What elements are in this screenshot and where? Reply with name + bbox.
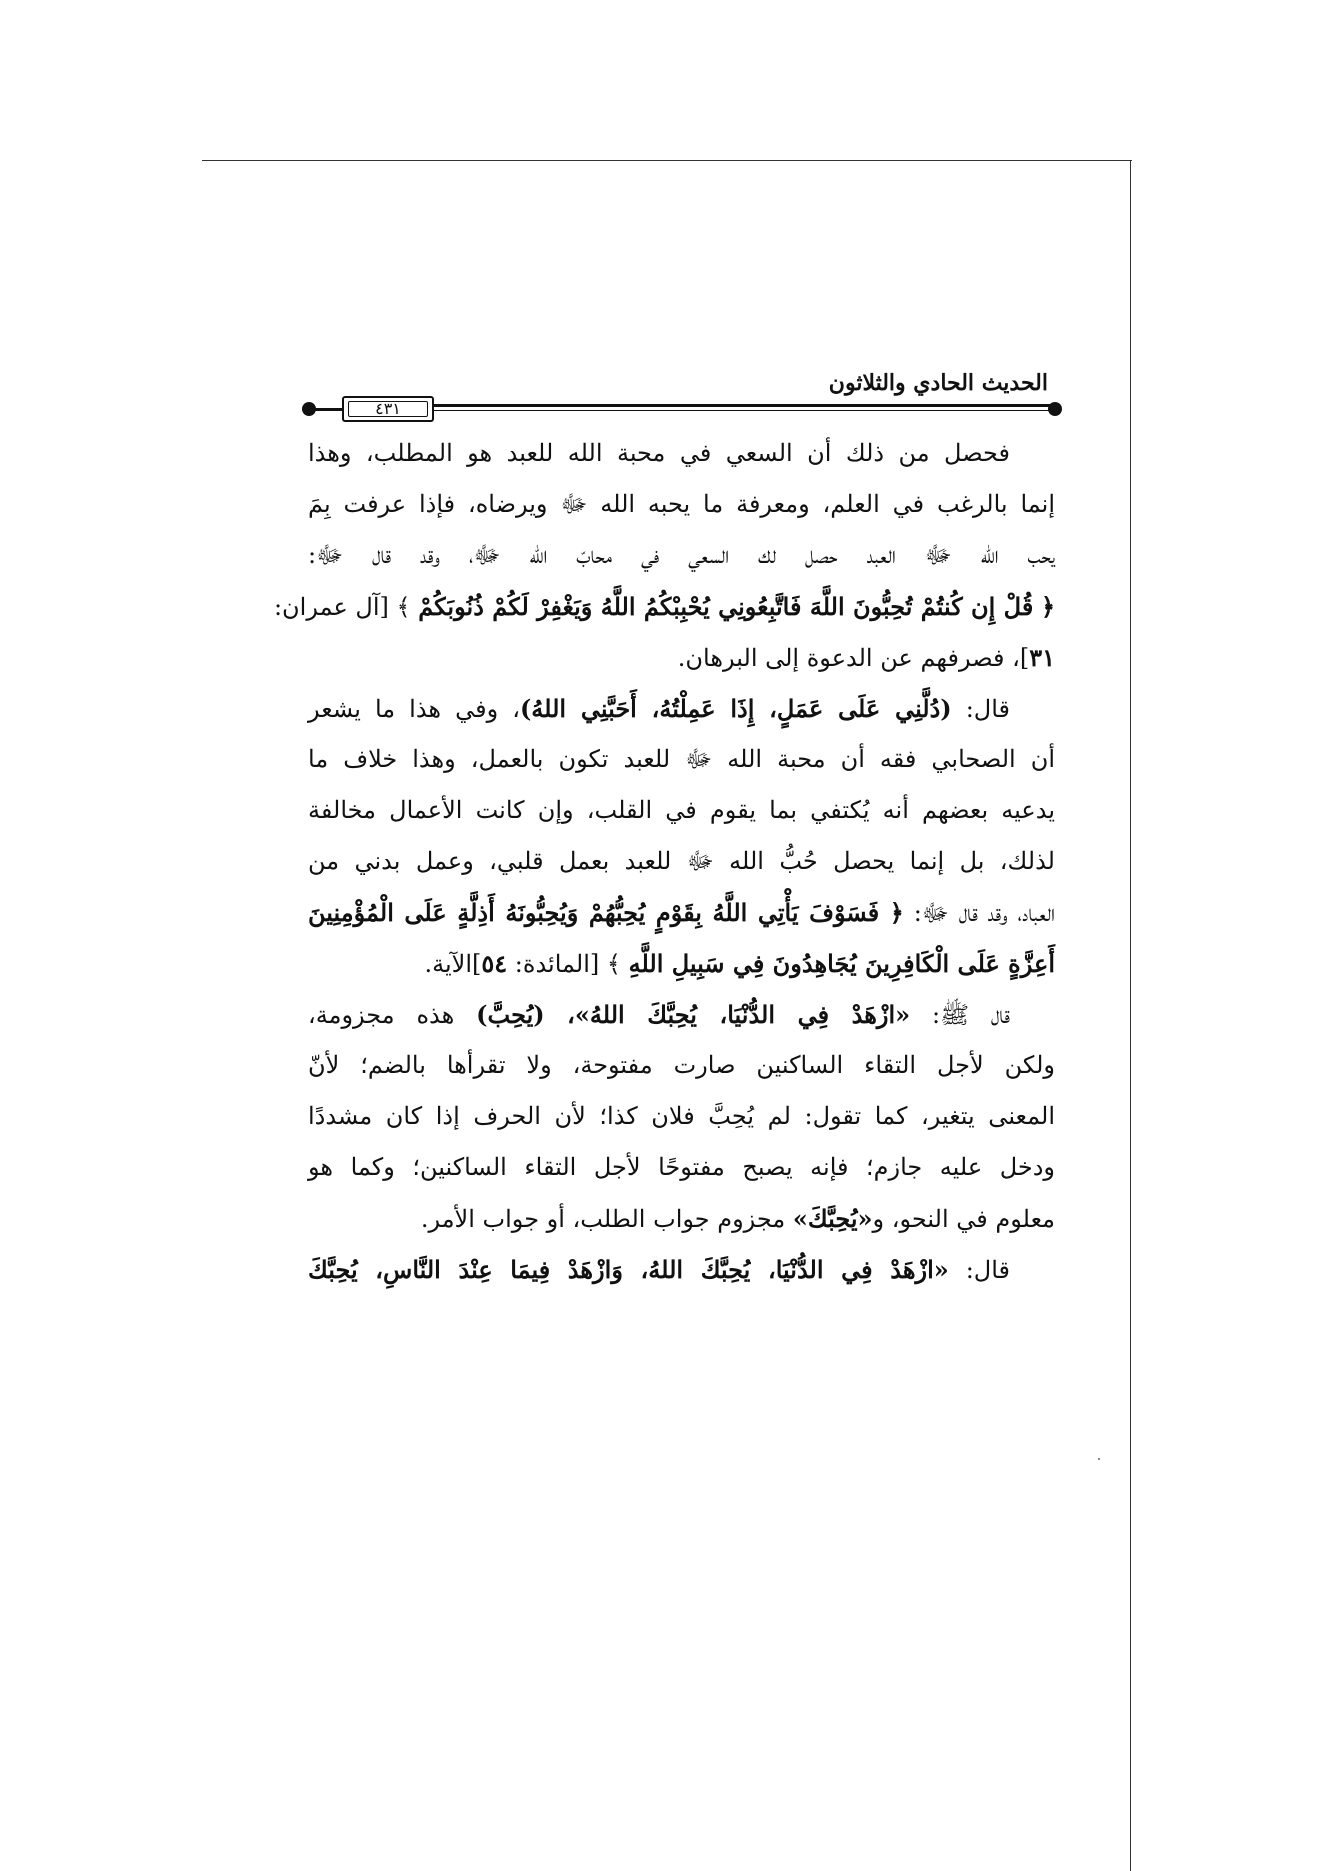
crop-mark-top (202, 160, 1132, 161)
text-segment: هذه مجزومة، (308, 1001, 477, 1029)
verse-number: ٣١ (1029, 643, 1055, 672)
text-line (308, 530, 1055, 581)
text-line (308, 479, 1055, 530)
text-line (308, 734, 1055, 785)
body-text (273, 428, 1055, 1295)
text-line (308, 1091, 1055, 1142)
page-header (302, 370, 1062, 420)
hadith-quote: (دُلَّنِي عَلَى عَمَلٍ، إِذَا عَمِلْتُهُ، أَحَبَّنِي اللهُ) (519, 694, 952, 723)
text-line (308, 428, 1055, 479)
text-line (308, 989, 1055, 1040)
stray-mark (1098, 1458, 1100, 1460)
quran-verse: أَعِزَّةٍ عَلَى الْكَافِرِينَ يُجَاهِدُونَ فِي سَبِيلِ اللَّهِ (628, 949, 1055, 978)
page-number-frame (342, 396, 434, 422)
text-line (273, 581, 1055, 632)
text-line (308, 785, 1055, 836)
text-line (308, 836, 1055, 887)
text-line (308, 1244, 1055, 1295)
text-segment: أن الصحابي فقه أن محبة الله ﷻ للعبد تكون بالعمل، وهذا خلاف ما (308, 745, 1055, 773)
crop-mark-right (1130, 160, 1131, 1871)
text-segment: مجزوم جواب الطلب، أو جواب الأمر. (420, 1205, 793, 1233)
text-segment: يدعيه بعضهم أنه يُكتفي بما يقوم في القلب، وإن كانت الأعمال مخالفة (308, 796, 1055, 824)
text-segment: ولكن لأجل التقاء الساكنين صارت مفتوحة، ولا تقرأها بالضم؛ لأنّ (308, 1051, 1055, 1079)
header-ornament-left (302, 402, 316, 416)
text-segment: قال: (948, 1256, 1011, 1284)
text-line (308, 887, 1055, 938)
text-segment: يحب الله ﷻ العبد حصل لك السعي في محابّ الله ﷻ، وقد قال ﷻ: (308, 541, 1055, 569)
quran-verse: قُلْ إِن كُنتُمْ تُحِبُّونَ اللَّهَ فَاتَّبِعُونِي يُحْبِبْكُمُ اللَّهُ وَيَغْفِرْ لَكُمْ ذُنُوبَكُمْ (418, 592, 1034, 621)
text-segment: ودخل عليه جازم؛ فإنه يصبح مفتوحًا لأجل التقاء الساكنين؛ وكما هو (308, 1153, 1055, 1181)
text-segment: إنما بالرغب في العلم، ومعرفة ما يحبه الله ﷻ ويرضاه، فإذا عرفت بِمَ (308, 490, 1055, 518)
text-segment: قال ﷺ: (910, 1001, 1011, 1029)
text-segment: معلوم في النحو، و (872, 1205, 1055, 1233)
text-segment: العباد، وقد قال ﷻ: (903, 899, 1055, 927)
text-segment: المعنى يتغير، كما تقول: لم يُحِبَّ فلان كذا؛ لأن الحرف إذا كان مشددًا (308, 1102, 1055, 1130)
header-ornament-right (1048, 402, 1062, 416)
hadith-quote: «يُحِبَّكَ» (792, 1204, 873, 1233)
text-line (308, 1040, 1055, 1091)
verse-reference: ﴾ [المائدة: (507, 950, 629, 978)
text-line (308, 683, 1055, 734)
text-segment: فحصل من ذلك أن السعي في محبة الله للعبد هو المطلب، وهذا (308, 439, 1010, 467)
text-line (308, 1142, 1055, 1193)
hadith-quote: «ازْهَدْ فِي الدُّنْيَا، يُحِبَّكَ اللهُ»، (يُحِبَّ) (476, 1000, 911, 1029)
verse-number: ٥٤ (481, 949, 508, 978)
text-segment: ]، فصرفهم عن الدعوة إلى البرهان. (677, 644, 1030, 672)
header-rule-thick (432, 404, 1054, 407)
quran-verse: ﴿ فَسَوْفَ يَأْتِي اللَّهُ بِقَوْمٍ يُحِبُّهُمْ وَيُحِبُّونَهُ أَذِلَّةٍ عَلَى الْمُؤْمِنِينَ (308, 898, 904, 927)
text-segment: ]الآية. (424, 950, 482, 978)
header-rule-thin (432, 410, 1054, 411)
quran-bracket-open: ﴿ (1040, 592, 1055, 621)
text-line (308, 632, 1055, 683)
text-segment: قال: (951, 695, 1011, 723)
text-segment: لذلك، بل إنما يحصل حُبُّ الله ﷻ للعبد بعمل قلبي، وعمل بدني من (308, 847, 1055, 875)
running-title: الحديث الحادي والثلاثون (828, 370, 1048, 396)
page-number: ٤٣١ (375, 399, 401, 418)
text-segment: ، وفي هذا ما يشعر (308, 695, 520, 723)
verse-reference: ﴾ [آل عمران: (273, 593, 411, 621)
text-line (308, 938, 1055, 989)
text-line (308, 1193, 1055, 1244)
hadith-quote: «ازْهَدْ فِي الدُّنْيَا، يُحِبَّكَ اللهُ، وَازْهَدْ فِيمَا عِنْدَ النَّاسِ، يُحِبَّكَ (308, 1255, 949, 1284)
